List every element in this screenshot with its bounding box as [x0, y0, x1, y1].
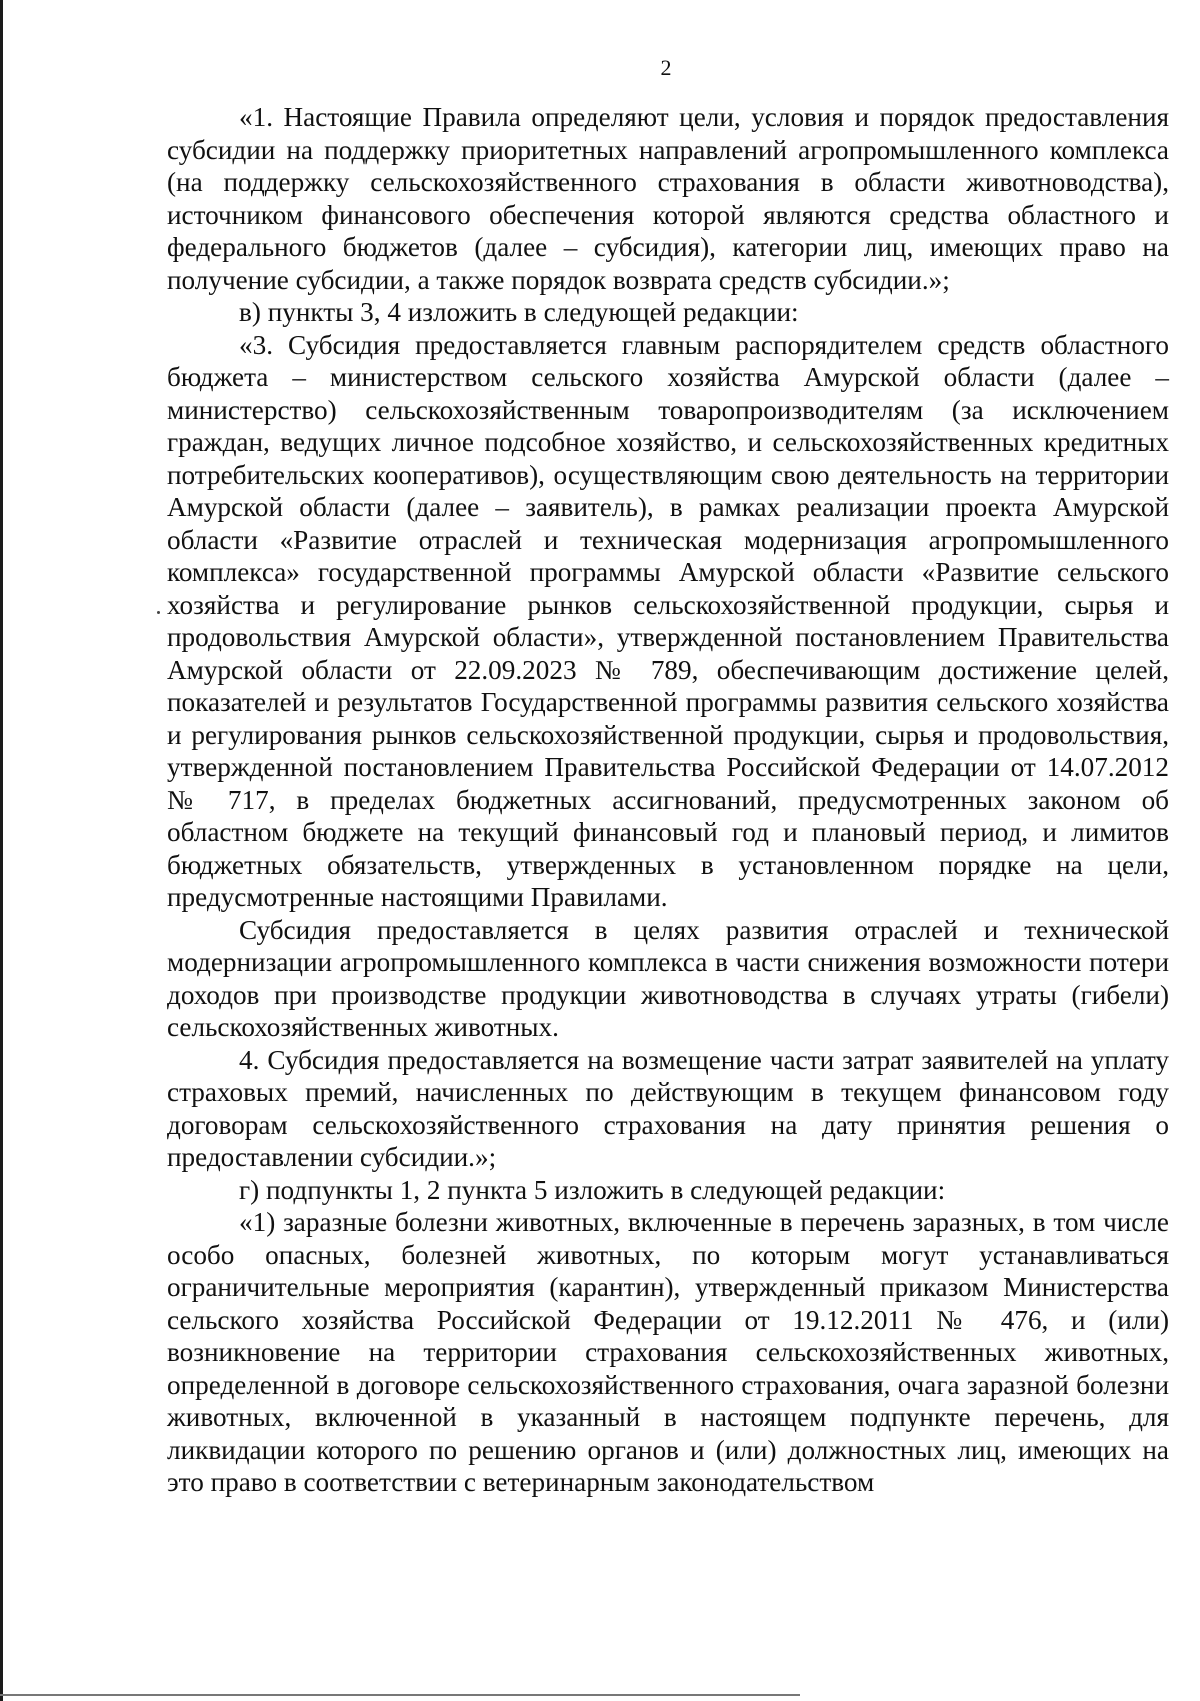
- paragraph-subsidy-goal: Субсидия предоставляется в целях развития отраслей и технической модернизации агропромышленного комплекса в части снижения возможности потери доходов при производстве продукции животноводства в случаях утраты (гибели) сельскохозяйственных животных.: [167, 914, 1169, 1042]
- scan-edge-left: [0, 0, 3, 1701]
- paragraph-point-4: 4. Субсидия предоставляется на возмещение части затрат заявителей на уплату страховых премий, начисленных по действующим в текущем финансовом году договорам сельскохозяйственного страхования на дату принятия решения о предоставлении субсидии.»;: [167, 1044, 1169, 1172]
- paragraph-point-3: «3. Субсидия предоставляется главным распорядителем средств областного бюджета – министерством сельского хозяйства Амурской области (далее – министерство) сельскохозяйственным товаропроизводителям (за исключением граждан, ведущих личное подсобное хозяйство, и сельскохозяйственных кредитных потребительских кооперативов), осуществляющим свою деятельность на территории Амурской области (далее – заявитель), в рамках реализации проекта Амурской области «Развитие отраслей и техническая модернизация агропромышленного комплекса» государственной программы Амурской области «Развитие сельского хозяйства и регулирование рынков сельскохозяйственной продукции, сырья и продовольствия Амурской области», утвержденной постановлением Правительства Амурской области от 22.09.2023 № 789, обеспечивающим достижение целей, показателей и результатов Государственной программы развития сельского хозяйства и регулирования рынков сельскохозяйственной продукции, сырья и продовольствия, утвержденной постановлением Правительства Российской Федерации от 14.07.2012 № 717, в пределах бюджетных ассигнований, предусмотренных законом об областном бюджете на текущий финансовый год и плановый период, и лимитов бюджетных обязательств, утвержденных в установленном порядке на цели, предусмотренные настоящими Правилами.: [167, 329, 1169, 912]
- paragraph-amend-point-5: г) подпункты 1, 2 пункта 5 изложить в следующей редакции:: [239, 1174, 946, 1205]
- scan-edge-bottom: [0, 1694, 800, 1696]
- paragraph-subpoint-1: «1) заразные болезни животных, включенные в перечень заразных, в том числе особо опасных, болезней животных, по которым могут устанавливаться ограничительные мероприятия (карантин), утвержденный приказом Министерства сельского хозяйства Российской Федерации от 19.12.2011 № 476, и (или) возникновение на территории страхования сельскохозяйственных животных, определенной в договоре сельскохозяйственного страхования, очага заразной болезни животных, включенной в указанный в настоящем подпункте перечень, для ликвидации которого по решению органов и (или) должностных лиц, имеющих на это право в соответствии с ветеринарным законодательством: [167, 1207, 1169, 1497]
- page-number: 2: [660, 55, 672, 80]
- paragraph-rules-purpose: «1. Настоящие Правила определяют цели, условия и порядок предоставления субсидии на поддержку приоритетных направлений агропромышленного комплекса (на поддержку сельскохозяйственного страхования в области животноводства), источником финансового обеспечения которой являются средства областного и федерального бюджетов (далее – субсидия), категории лиц, имеющих право на получение субсидии, а также порядок возврата средств субсидии.»;: [167, 102, 1169, 295]
- scan-artifact-dot: [157, 611, 160, 614]
- document-body: [167, 101, 1169, 1499]
- paragraph-amend-points-3-4: в) пункты 3, 4 изложить в следующей редакции:: [239, 297, 799, 327]
